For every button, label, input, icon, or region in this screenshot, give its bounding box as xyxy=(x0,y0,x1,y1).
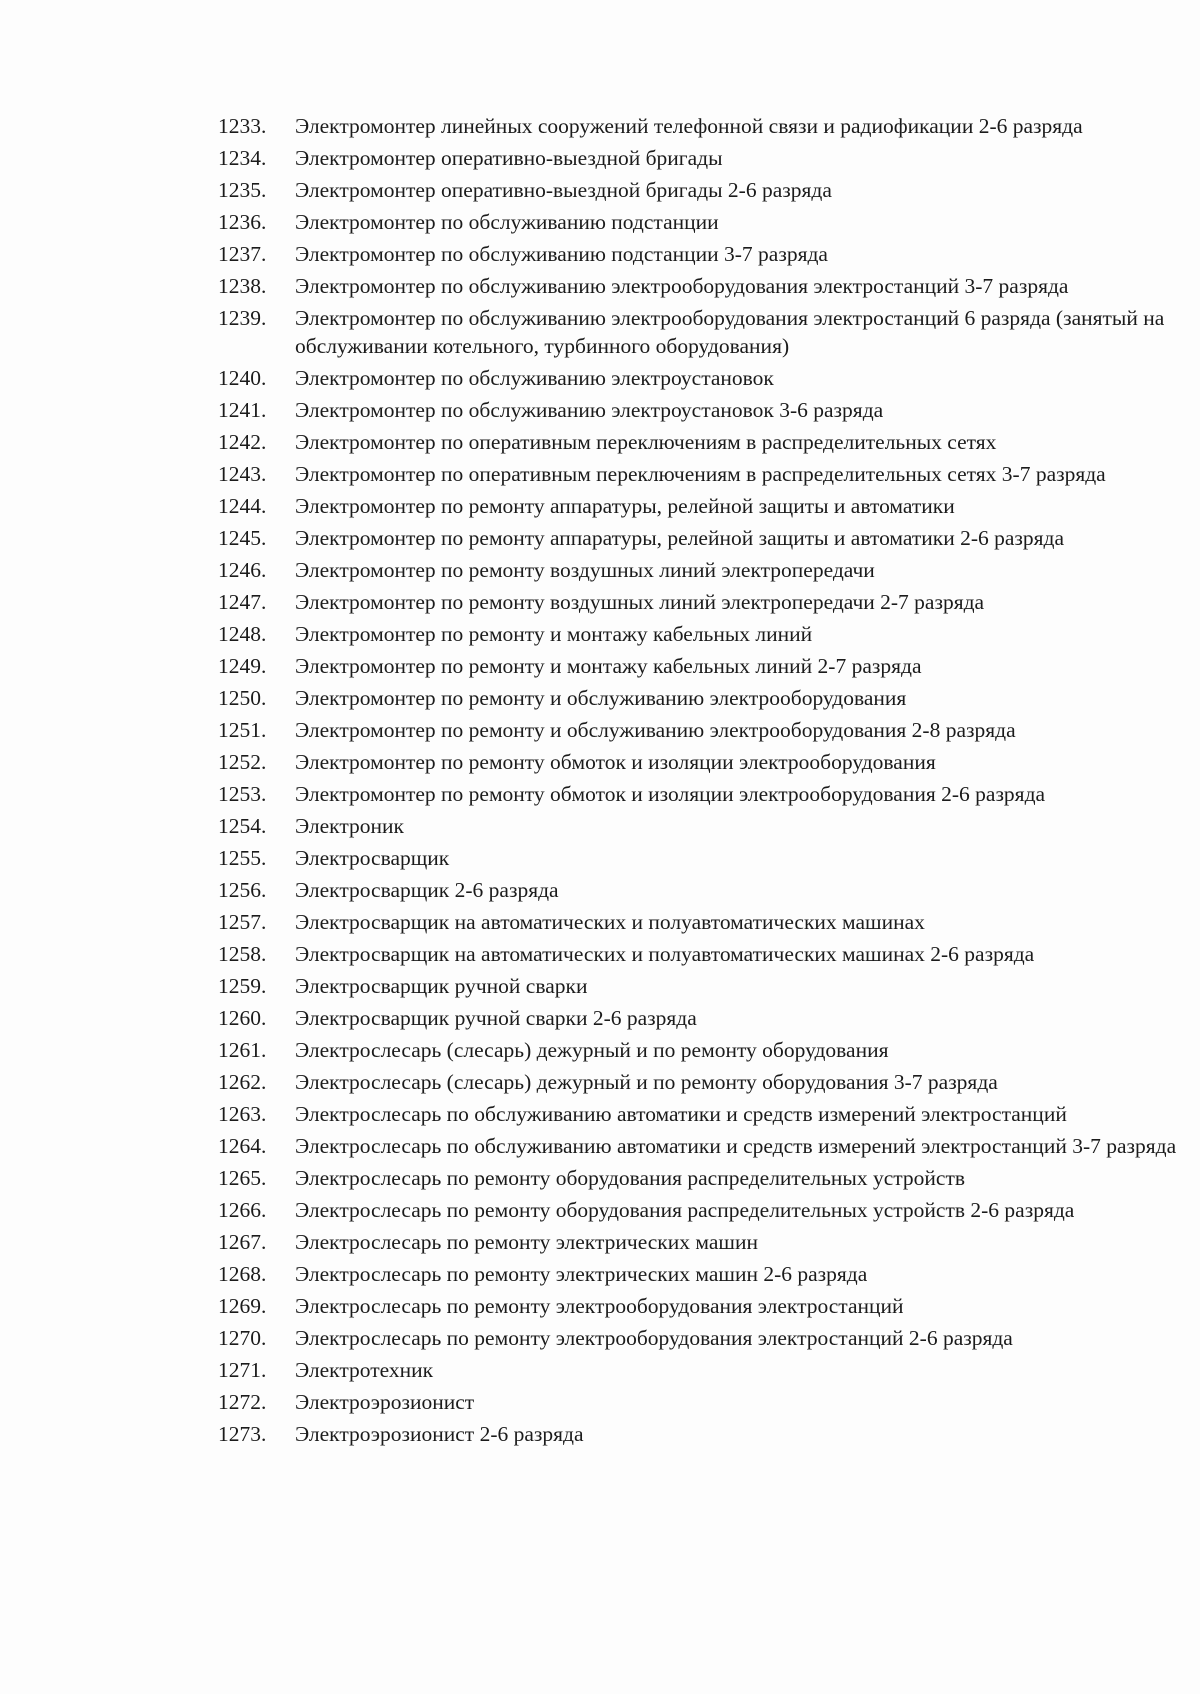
item-number: 1247. xyxy=(218,590,267,614)
item-text: Электрослесарь по обслуживанию автоматики и средств измерений электростанций xyxy=(295,1102,1067,1126)
item-number: 1263. xyxy=(218,1102,267,1126)
list-item xyxy=(218,876,1178,904)
list-item xyxy=(218,304,1178,360)
item-number: 1271. xyxy=(218,1358,267,1382)
list-item xyxy=(218,812,1178,840)
item-number: 1241. xyxy=(218,398,267,422)
item-text: Электроэрозионист 2-6 разряда xyxy=(295,1422,584,1446)
item-number: 1235. xyxy=(218,178,267,202)
item-number: 1266. xyxy=(218,1198,267,1222)
item-number: 1240. xyxy=(218,366,267,390)
list-item xyxy=(218,716,1178,744)
item-text: Электромонтер по обслуживанию электроустановок xyxy=(295,366,774,390)
list-item xyxy=(218,1260,1178,1288)
item-number: 1273. xyxy=(218,1422,267,1446)
item-text: Электромонтер оперативно-выездной бригады xyxy=(295,146,723,170)
item-text: Электромонтер линейных сооружений телефонной связи и радиофикации 2-6 разряда xyxy=(295,114,1083,138)
list-item xyxy=(218,1164,1178,1192)
item-number: 1270. xyxy=(218,1326,267,1350)
item-text: Электромонтер по ремонту и обслуживанию электрооборудования 2-8 разряда xyxy=(295,718,1016,742)
item-number: 1242. xyxy=(218,430,267,454)
profession-list xyxy=(218,112,1178,1452)
item-number: 1256. xyxy=(218,878,267,902)
item-number: 1249. xyxy=(218,654,267,678)
item-text: Электрослесарь по ремонту оборудования распределительных устройств xyxy=(295,1166,966,1190)
item-number: 1261. xyxy=(218,1038,267,1062)
item-text: Электроэрозионист xyxy=(295,1390,475,1414)
item-text: Электросварщик на автоматических и полуавтоматических машинах xyxy=(295,910,925,934)
list-item xyxy=(218,1228,1178,1256)
list-item xyxy=(218,844,1178,872)
item-number: 1250. xyxy=(218,686,267,710)
list-item xyxy=(218,364,1178,392)
item-text: Электрослесарь по ремонту оборудования распределительных устройств 2-6 разряда xyxy=(295,1198,1075,1222)
item-text: Электромонтер по ремонту и монтажу кабельных линий xyxy=(295,622,813,646)
list-item xyxy=(218,972,1178,1000)
item-text: Электромонтер по обслуживанию подстанции xyxy=(295,210,719,234)
item-text: Электромонтер по обслуживанию электрооборудования электростанций 3-7 разряда xyxy=(295,274,1069,298)
list-item xyxy=(218,524,1178,552)
list-item xyxy=(218,112,1178,140)
item-number: 1269. xyxy=(218,1294,267,1318)
item-number: 1260. xyxy=(218,1006,267,1030)
item-number: 1264. xyxy=(218,1134,267,1158)
item-number: 1243. xyxy=(218,462,267,486)
list-item xyxy=(218,620,1178,648)
item-number: 1237. xyxy=(218,242,267,266)
list-item xyxy=(218,748,1178,776)
item-number: 1258. xyxy=(218,942,267,966)
list-item xyxy=(218,460,1178,488)
list-item xyxy=(218,780,1178,808)
list-item xyxy=(218,208,1178,236)
item-text: Электромонтер оперативно-выездной бригады 2-6 разряда xyxy=(295,178,832,202)
item-text: Электромонтер по обслуживанию электрооборудования электростанций 6 разряда (занятый на обслуживании котельного, турбинного оборудования) xyxy=(295,306,1165,358)
item-number: 1262. xyxy=(218,1070,267,1094)
item-text: Электромонтер по оперативным переключениям в распределительных сетях 3-7 разряда xyxy=(295,462,1106,486)
item-number: 1259. xyxy=(218,974,267,998)
item-number: 1246. xyxy=(218,558,267,582)
item-text: Электромонтер по ремонту аппаратуры, релейной защиты и автоматики 2-6 разряда xyxy=(295,526,1065,550)
list-item xyxy=(218,652,1178,680)
list-item xyxy=(218,1356,1178,1384)
list-item xyxy=(218,1324,1178,1352)
list-item xyxy=(218,908,1178,936)
item-number: 1236. xyxy=(218,210,267,234)
list-item xyxy=(218,272,1178,300)
item-text: Электромонтер по ремонту воздушных линий электропередачи xyxy=(295,558,875,582)
list-item xyxy=(218,492,1178,520)
list-item xyxy=(218,1196,1178,1224)
list-item xyxy=(218,1100,1178,1128)
item-number: 1238. xyxy=(218,274,267,298)
list-item xyxy=(218,556,1178,584)
item-text: Электрослесарь по ремонту электрических машин xyxy=(295,1230,758,1254)
item-text: Электромонтер по ремонту и монтажу кабельных линий 2-7 разряда xyxy=(295,654,922,678)
list-item xyxy=(218,428,1178,456)
item-number: 1265. xyxy=(218,1166,267,1190)
item-text: Электромонтер по ремонту обмоток и изоляции электрооборудования xyxy=(295,750,936,774)
list-item xyxy=(218,1388,1178,1416)
item-number: 1255. xyxy=(218,846,267,870)
item-text: Электромонтер по ремонту воздушных линий электропередачи 2-7 разряда xyxy=(295,590,985,614)
item-text: Электромонтер по ремонту и обслуживанию электрооборудования xyxy=(295,686,907,710)
item-text: Электросварщик 2-6 разряда xyxy=(295,878,559,902)
list-item xyxy=(218,940,1178,968)
list-item xyxy=(218,1004,1178,1032)
item-number: 1252. xyxy=(218,750,267,774)
item-text: Электросварщик ручной сварки 2-6 разряда xyxy=(295,1006,697,1030)
item-text: Электромонтер по обслуживанию подстанции 3-7 разряда xyxy=(295,242,828,266)
list-item xyxy=(218,1036,1178,1064)
item-text: Электротехник xyxy=(295,1358,434,1382)
item-text: Электросварщик на автоматических и полуавтоматических машинах 2-6 разряда xyxy=(295,942,1035,966)
item-text: Электрослесарь по ремонту электрооборудования электростанций xyxy=(295,1294,904,1318)
item-number: 1253. xyxy=(218,782,267,806)
item-text: Электрослесарь по ремонту электрооборудования электростанций 2-6 разряда xyxy=(295,1326,1013,1350)
list-item xyxy=(218,1292,1178,1320)
item-number: 1248. xyxy=(218,622,267,646)
list-item xyxy=(218,240,1178,268)
list-item xyxy=(218,176,1178,204)
list-item xyxy=(218,1068,1178,1096)
item-text: Электрослесарь (слесарь) дежурный и по ремонту оборудования xyxy=(295,1038,889,1062)
item-text: Электрослесарь (слесарь) дежурный и по ремонту оборудования 3-7 разряда xyxy=(295,1070,998,1094)
list-item xyxy=(218,1420,1178,1448)
item-number: 1245. xyxy=(218,526,267,550)
item-number: 1234. xyxy=(218,146,267,170)
item-number: 1244. xyxy=(218,494,267,518)
list-item xyxy=(218,396,1178,424)
item-text: Электромонтер по ремонту аппаратуры, релейной защиты и автоматики xyxy=(295,494,955,518)
item-number: 1251. xyxy=(218,718,267,742)
list-item xyxy=(218,588,1178,616)
item-text: Электромонтер по оперативным переключениям в распределительных сетях xyxy=(295,430,997,454)
item-text: Электромонтер по обслуживанию электроустановок 3-6 разряда xyxy=(295,398,884,422)
item-text: Электросварщик xyxy=(295,846,450,870)
item-number: 1267. xyxy=(218,1230,267,1254)
item-text: Электроник xyxy=(295,814,404,838)
item-number: 1254. xyxy=(218,814,267,838)
list-item xyxy=(218,144,1178,172)
item-number: 1233. xyxy=(218,114,267,138)
item-text: Электромонтер по ремонту обмоток и изоляции электрооборудования 2-6 разряда xyxy=(295,782,1046,806)
item-text: Электрослесарь по ремонту электрических машин 2-6 разряда xyxy=(295,1262,868,1286)
item-text: Электросварщик ручной сварки xyxy=(295,974,588,998)
list-item xyxy=(218,1132,1178,1160)
list-item xyxy=(218,684,1178,712)
item-number: 1272. xyxy=(218,1390,267,1414)
item-number: 1257. xyxy=(218,910,267,934)
item-number: 1268. xyxy=(218,1262,267,1286)
item-text: Электрослесарь по обслуживанию автоматики и средств измерений электростанций 3-7 разряда xyxy=(295,1134,1177,1158)
item-number: 1239. xyxy=(218,306,267,330)
